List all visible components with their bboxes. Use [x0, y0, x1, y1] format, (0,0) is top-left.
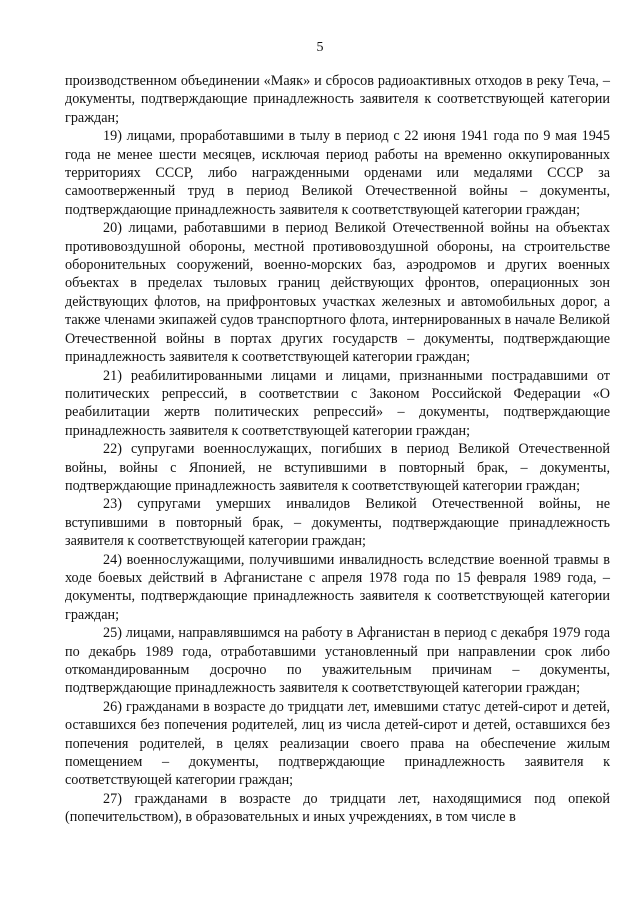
list-item-23: 23) супругами умерших инвалидов Великой Отечественной войны, не вступившими в повторный брак, – документы, подтверждающие принадлежность заявителя к соответствующей категории граждан; — [65, 496, 610, 550]
list-item-26: 26) гражданами в возрасте до тридцати лет, имевшими статус детей-сирот и детей, оставшихся без попечения родителей, лиц из числа детей-сирот и детей, оставшихся без попечения родителей, в целях реализации своего права на обеспечение жилым помещением – документы, подтверждающие принадлежность заявителя к соответствующей категории граждан; — [65, 698, 610, 789]
paragraph-continuation: производственном объединении «Маяк» и сбросов радиоактивных отходов в реку Теча, – документы, подтверждающие принадлежность заявителя к соответствующей категории граждан; — [65, 73, 610, 126]
document-body — [65, 72, 610, 827]
page-number: 5 — [316, 40, 324, 55]
list-item-27: 27) гражданами в возрасте до тридцати лет, находящимися под опекой (попечительством), в образовательных и иных учреждениях, в том числе в — [65, 790, 610, 826]
list-item-19: 19) лицами, проработавшими в тылу в период с 22 июня 1941 года по 9 мая 1945 года не менее шести месяцев, исключая период работы на временно оккупированных территориях СССР, либо награжденными орденами или медалями СССР за самоотверженный труд в период Великой Отечественной войны – документы, подтверждающие принадлежность заявителя к соответствующей категории граждан; — [65, 128, 610, 218]
list-item-25: 25) лицами, направлявшимся на работу в Афганистан в период с декабря 1979 года по декабрь 1989 года, отработавшими установленный при направлении срок либо откомандированным досрочно по уважительным причинам – документы, подтверждающие принадлежность заявителя к соответствующей категории граждан; — [65, 625, 610, 697]
list-item-22: 22) супругами военнослужащих, погибших в период Великой Отечественной войны, войны с Японией, не вступившими в повторный брак, – документы, подтверждающие принадлежность заявителя к соответствующей категории граждан; — [65, 441, 610, 494]
list-item-20: 20) лицами, работавшими в период Великой Отечественной войны на объектах противовоздушной обороны, местной противовоздушной обороны, на строительстве оборонительных сооружений, военно-морских баз, аэродромов и других военных объектах в пределах тыловых границ действующих фронтов, операционных зон действующих флотов, на прифронтовых участках железных и автомобильных дорог, а также членами экипажей судов транспортного флота, интернированных в начале Великой Отечественной войны в портах других государств – документы, подтверждающие принадлежность заявителя к соответствующей категории граждан; — [65, 220, 610, 366]
list-item-24: 24) военнослужащими, получившими инвалидность вследствие военной травмы в ходе боевых действий в Афганистане с апреля 1978 года по 15 февраля 1989 года, – документы, подтверждающие принадлежность заявителя к соответствующей категории граждан; — [65, 551, 610, 623]
list-item-21: 21) реабилитированными лицами и лицами, признанными пострадавшими от политических репрессий, в соответствии с Законом Российской Федерации «О реабилитации жертв политических репрессий» – документы, подтверждающие принадлежность заявителя к соответствующей категории граждан; — [65, 367, 610, 439]
